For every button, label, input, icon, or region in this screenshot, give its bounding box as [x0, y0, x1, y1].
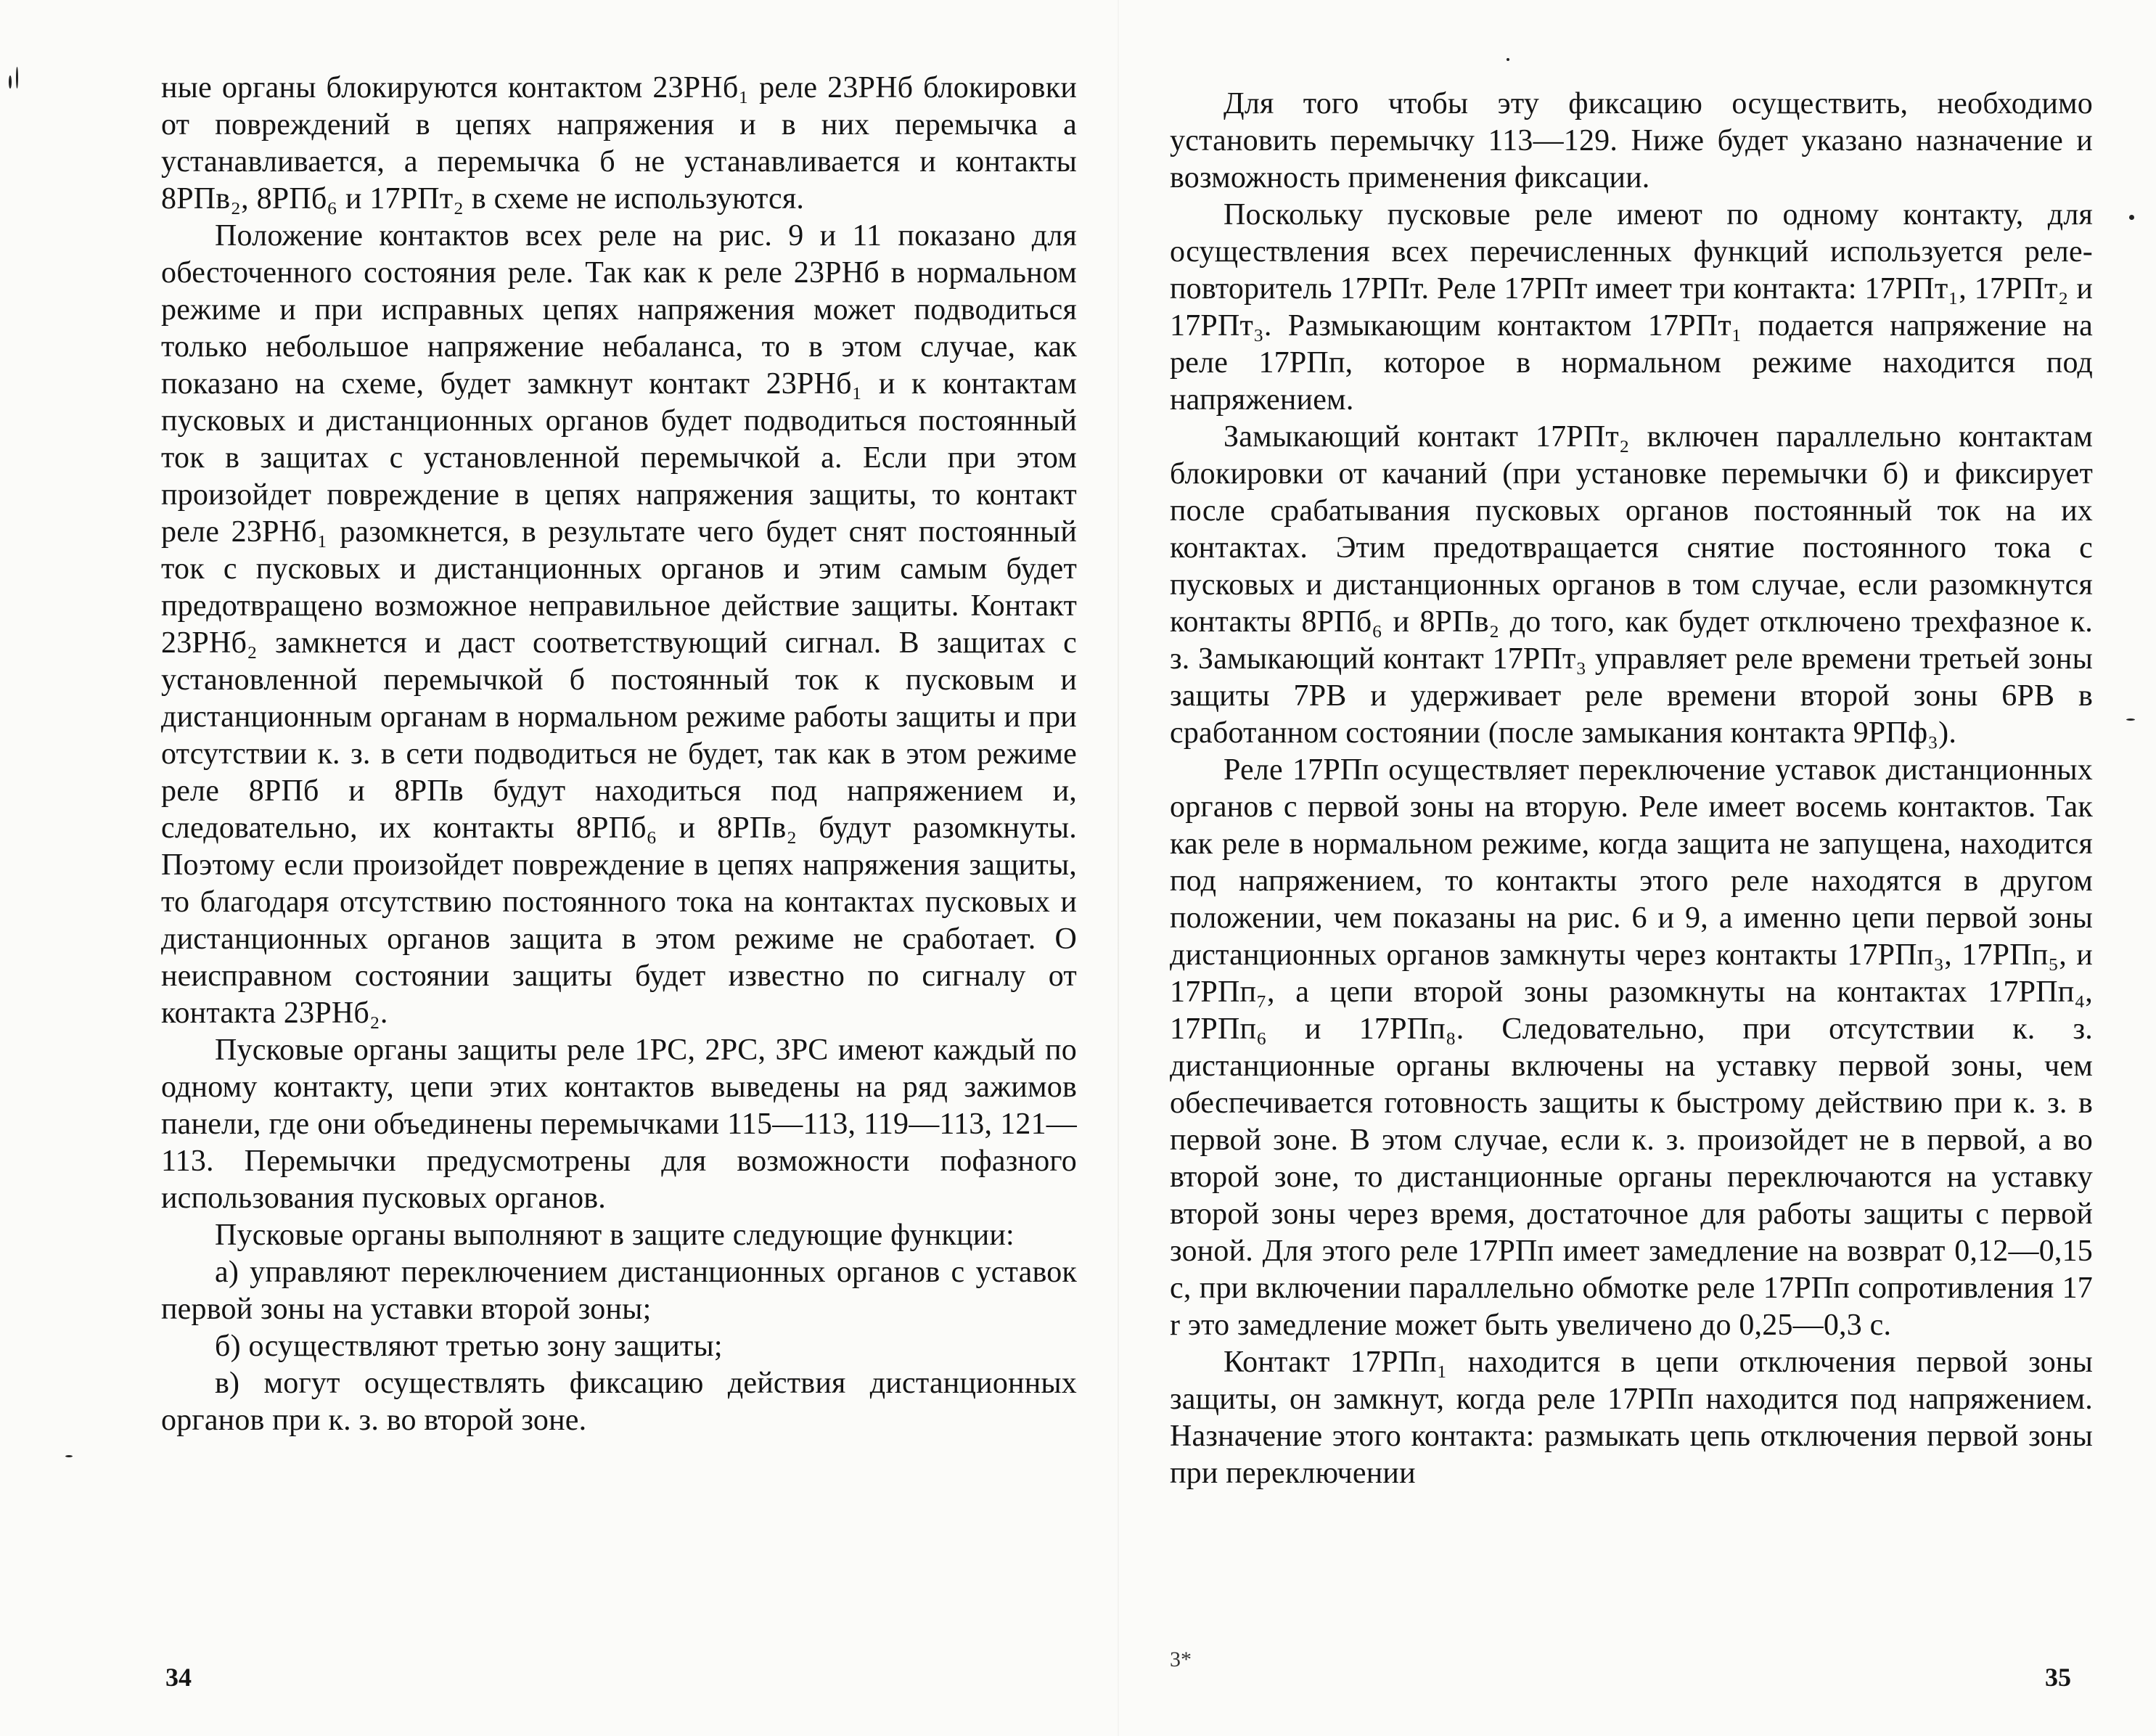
book-gutter	[1118, 0, 1119, 1736]
page-number-right: 35	[2045, 1663, 2071, 1692]
signature-mark: 3*	[1170, 1647, 1192, 1671]
scan-speck	[1507, 58, 1509, 61]
left-page-text	[161, 70, 1077, 1439]
paragraph: Контакт 17РПп₁ находится в цепи отключения первой зоны защиты, он замкнут, когда реле 17РПп находится под напряжением. Назначение этого контакта: размыкать цепь отключения первой зоны при переключении	[1170, 1346, 2093, 1490]
paragraph: Для того чтобы эту фиксацию осуществить, необходимо установить перемычку 113—129. Ниже будет указано назначение и возможность применения фиксации.	[1170, 87, 2093, 195]
paragraph: Замыкающий контакт 17РПт₂ включен параллельно контактам блокировки от качаний (при установке перемычки б) и фиксирует после срабатывания пусковых органов постоянный ток на их контактах. Этим предотвращается снятие постоянного тока с пусковых и дистанционных органов в том случае, если разомкнутся контакты 8РПб₆ и 8РПв₂ до того, как будет отключено трехфазное к. з. Замыкающий контакт 17РПт₃ управляет реле времени третьей зоны защиты 7РВ и удерживает реле времени второй зоны 6РВ в сработанном состоянии (после замыкания контакта 9РПф₃).	[1170, 420, 2093, 750]
list-item: в) могут осуществлять фиксацию действия дистанционных органов при к. з. во второй зоне.	[161, 1367, 1077, 1437]
paragraph: Реле 17РПп осуществляет переключение уставок дистанционных органов с первой зоны на вторую. Реле имеет восемь контактов. Так как реле в нормальном режиме, когда защита не запущена, находится под напряжением, то контакты этого реле находятся в другом положении, чем показаны на рис. 6 и 9, а именно цепи первой зоны дистанционных органов замкнуты через контакты 17РПп₃, 17РПп₅, и 17РПп₇, а цепи второй зоны разомкнуты на контактах 17РПп₄, 17РПп₆ и 17РПп₈. Следовательно, при отсутствии к. з. дистанционные органы включены на уставку первой зоны, чем обеспечивается готовность защиты к быстрому действию при к. з. в первой зоне. В этом случае, если к. з. произойдет не в первой, а во второй зоне, то дистанционные органы переключаются на уставку второй зоны через время, достаточное для работы защиты с первой зоной. Для этого реле 17РПп имеет замедление на возврат 0,12—0,15 с, при включении параллельно обмотке реле 17РПп сопротивления 17 r это замедление может быть увеличено до 0,25—0,3 с.	[1170, 753, 2093, 1342]
paragraph: ные органы блокируются контактом 23РНб₁ реле 23РНб блокировки от повреждений в цепях напряжения и в них перемычка а устанавливается, а перемычка б не устанавливается и контакты 8РПв₂, 8РПб₆ и 17РПт₂ в схеме не используются.	[161, 71, 1077, 216]
scan-speck	[2126, 718, 2135, 721]
list-item: б) осуществляют третью зону защиты;	[215, 1330, 723, 1363]
right-page-text	[1170, 86, 2093, 1492]
paragraph: Пусковые органы защиты реле 1PC, 2PC, 3PC имеют каждый по одному контакту, цепи этих контактов выведены на ряд зажимов панели, где они объединены перемычками 115—113, 119—113, 121—113. Перемычки предусмотрены для возможности пофазного использования пусковых органов.	[161, 1033, 1077, 1215]
paragraph: Положение контактов всех реле на рис. 9 и 11 показано для обесточенного состояния реле. Так как к реле 23РНб в нормальном режиме и при исправных цепях напряжения может подводиться только небольшое напряжение небаланса, то в этом случае, как показано на схеме, будет замкнут контакт 23РНб₁ и к контактам пусковых и дистанционных органов будет подводиться постоянный ток в защитах с установленной перемычкой а. Если при этом произойдет повреждение в цепях напряжения защиты, то контакт реле 23РНб₁ разомкнется, в результате чего будет снят постоянный ток с пусковых и дистанционных органов и этим самым будет предотвращено возможное неправильное действие защиты. Контакт 23РНб₂ замкнется и даст соответствующий сигнал. В защитах с установленной перемычкой б постоянный ток к пусковым и дистанционным органам в нормальном режиме работы защиты и при отсутствии к. з. в сети подводиться не будет, так как в этом режиме реле 8РПб и 8РПв будут находиться под напряжением и, следовательно, их контакты 8РПб₆ и 8РПв₂ будут разомкнуты. Поэтому если произойдет повреждение в цепях напряжения защиты, то благодаря отсутствию постоянного тока на контактах пусковых и дистанционных органов защита в этом режиме не сработает. О неисправном состоянии защиты будет известно по сигналу от контакта 23РНб₂.	[161, 219, 1077, 1030]
scan-speck	[65, 1455, 73, 1457]
scan-speck	[16, 67, 18, 89]
page-number-left: 34	[165, 1663, 192, 1692]
list-item: а) управляют переключением дистанционных органов с уставок первой зоны на уставки второй зоны;	[161, 1256, 1077, 1326]
scan-speck	[2129, 215, 2134, 220]
paragraph: Поскольку пусковые реле имеют по одному контакту, для осуществления всех перечисленных функций используется реле-повторитель 17РПт. Реле 17РПт имеет три контакта: 17РПт₁, 17РПт₂ и 17РПт₃. Размыкающим контактом 17РПт₁ подается напряжение на реле 17РПп, которое в нормальном режиме находится под напряжением.	[1170, 198, 2093, 417]
scan-speck	[9, 75, 12, 89]
paragraph: Пусковые органы выполняют в защите следующие функции:	[215, 1219, 1015, 1252]
